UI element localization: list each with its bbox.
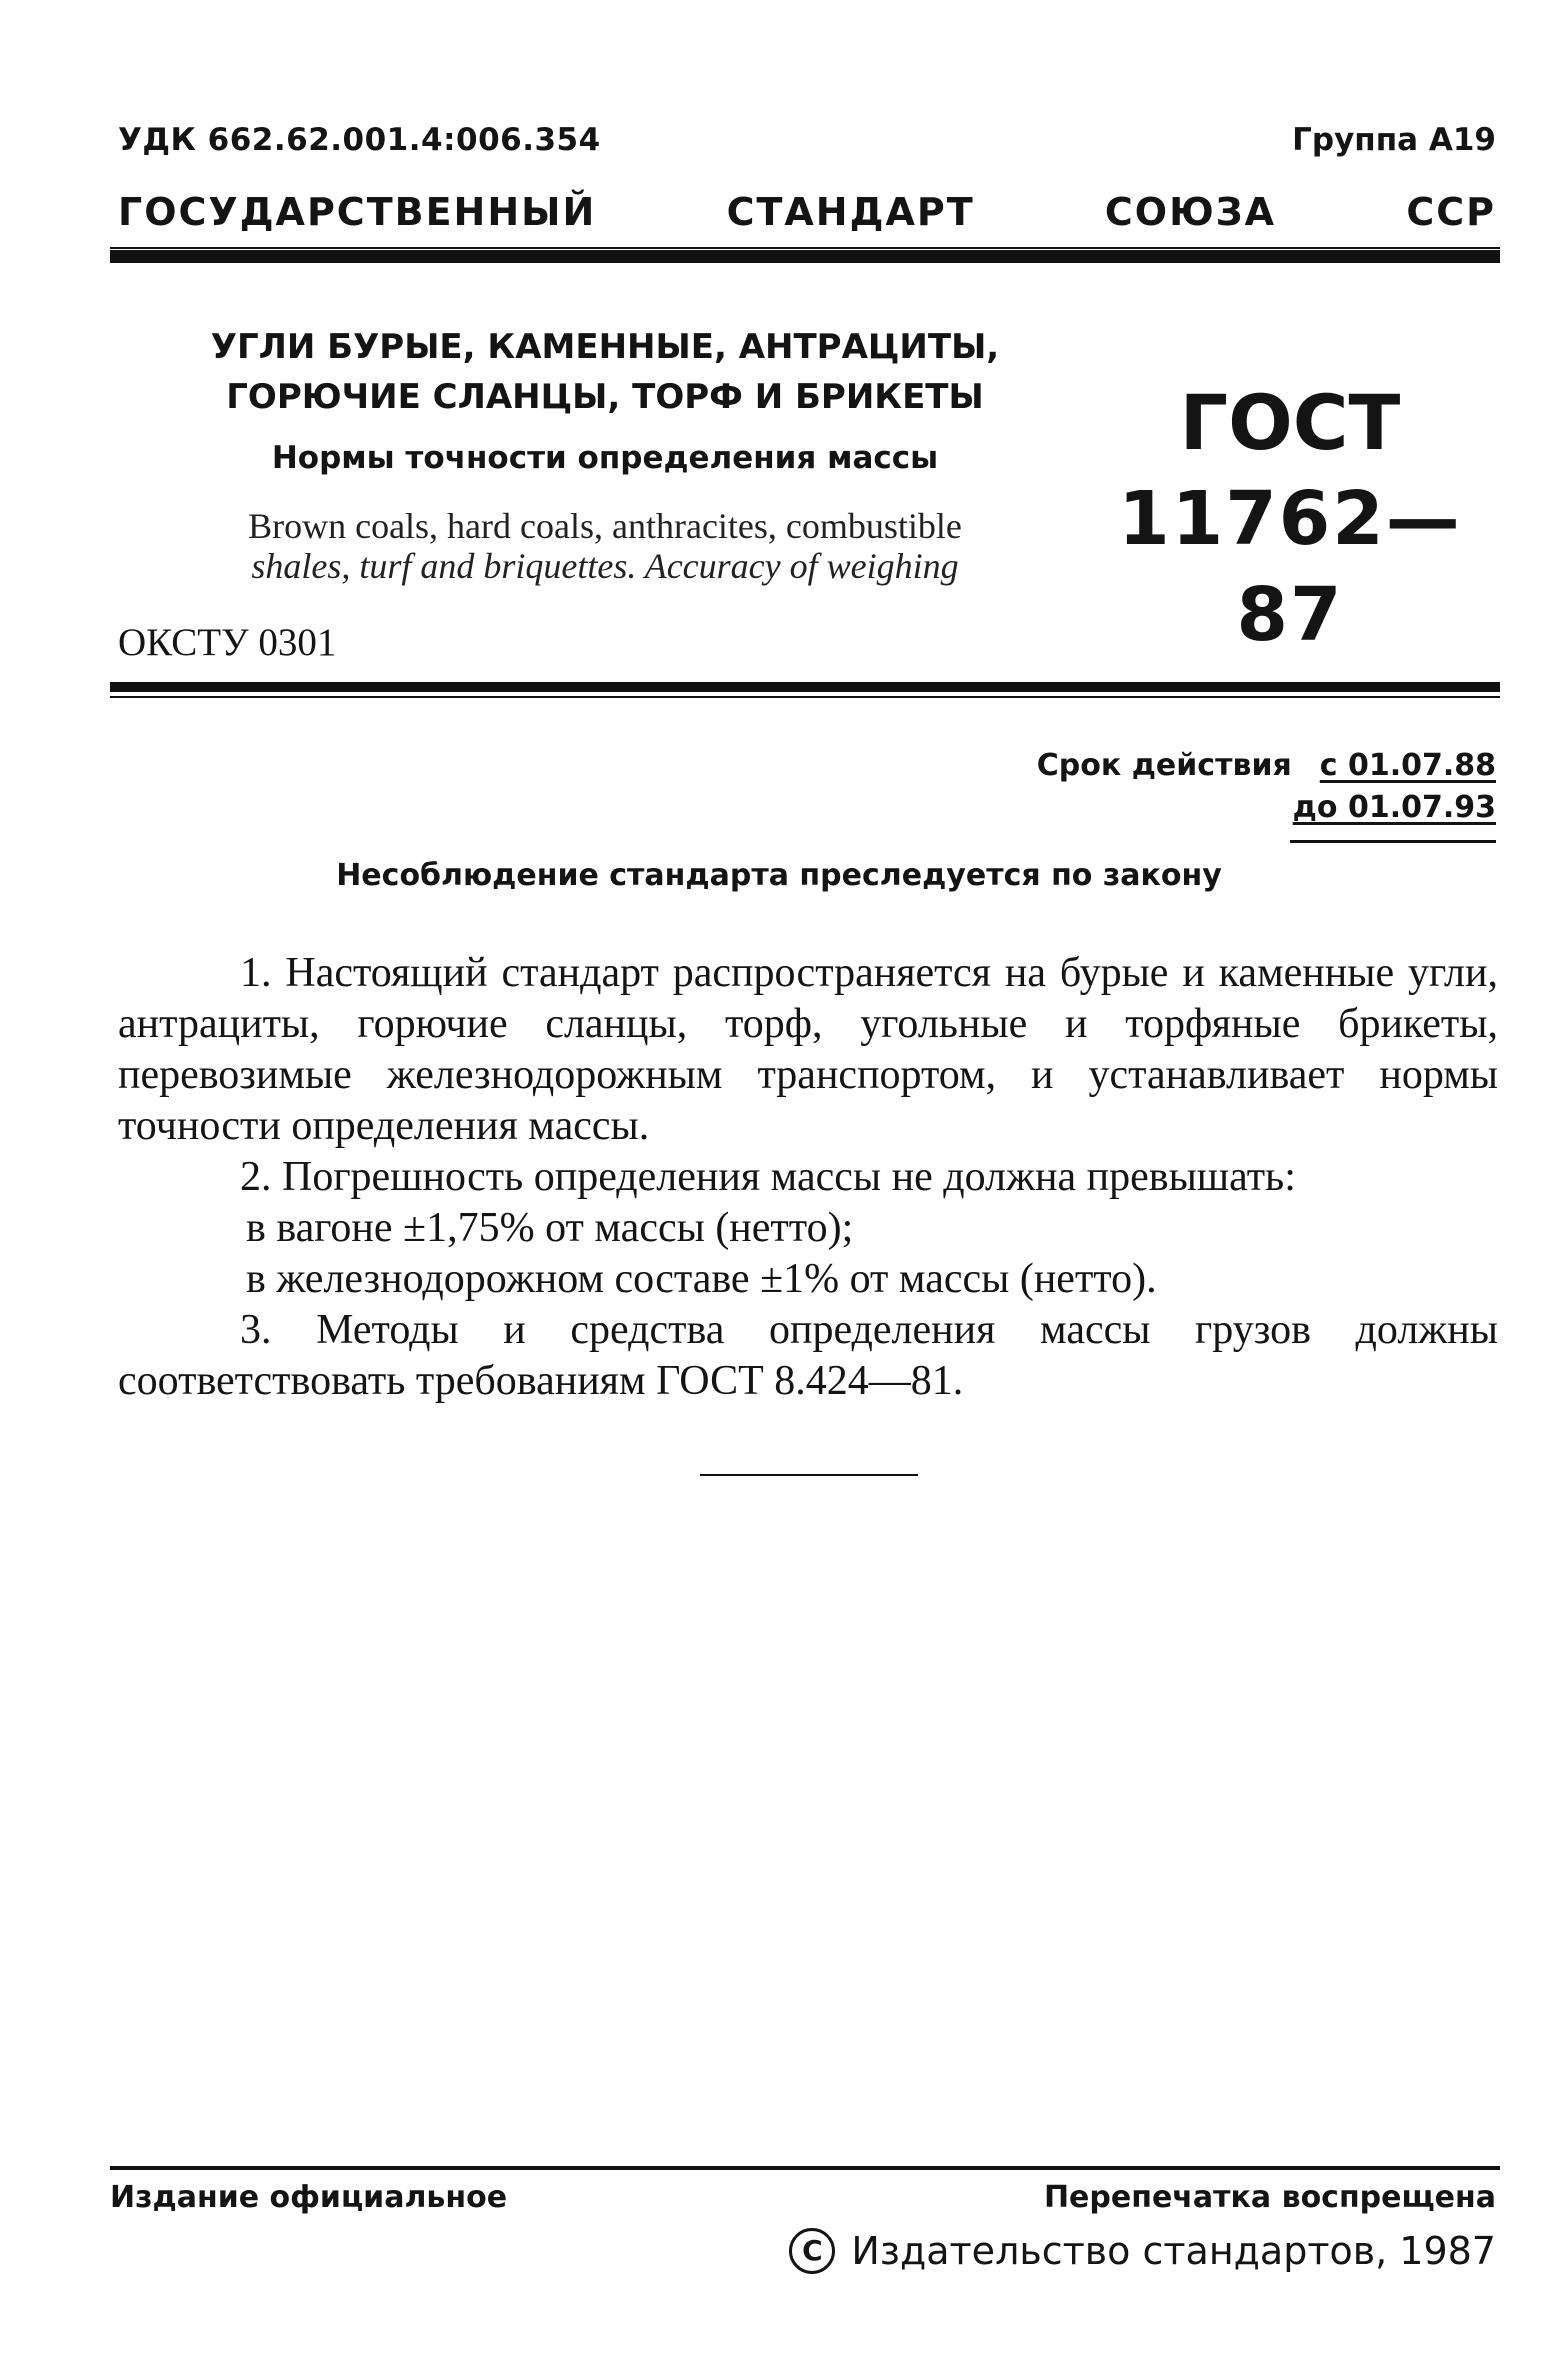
clause-2-train: в железнодорожном составе ±1% от массы (нетто). [246,1256,1157,1302]
gost-label: ГОСТ [1179,378,1401,467]
title-block [170,322,1040,586]
middle-thick-rule [110,682,1500,692]
clause-2-wagon: в вагоне ±1,75% от массы (нетто); [246,1205,854,1251]
english-title-line-1: Brown coals, hard coals, anthracites, combustible [248,506,962,546]
middle-thin-rule [110,696,1500,698]
copyright-icon: C [789,2228,835,2274]
validity-from-row [1037,748,1496,790]
state-standard-heading [118,190,1496,234]
gost-designation [1100,375,1480,663]
section-end-rule [700,1474,918,1476]
state-standard-word: СОЮЗА [1104,190,1277,234]
oksty-code: ОКСТУ 0301 [118,621,337,664]
publisher-line [789,2228,1496,2274]
title-line-2: ГОРЮЧИЕ СЛАНЦЫ, ТОРФ И БРИКЕТЫ [226,377,984,417]
publisher-name: Издательство стандартов, 1987 [851,2229,1496,2273]
validity-underline [1290,840,1496,843]
top-thin-rule [110,247,1500,249]
clause-2: 2. Погрешность определения массы не должна превышать: [240,1154,1296,1200]
state-standard-word: СТАНДАРТ [726,190,975,234]
udk-code: УДК 662.62.001.4:006.354 [118,122,601,158]
validity-to-row [1037,790,1496,832]
title-line-1: УГЛИ БУРЫЕ, КАМЕННЫЕ, АНТРАЦИТЫ, [210,327,1000,367]
group-code: Группа А19 [1292,122,1496,158]
footer-rule [110,2166,1500,2170]
standard-body [118,948,1498,1407]
clause-3: 3. Методы и средства определения массы грузов должны соответствовать требованиям ГОСТ 8.424—81. [118,1307,1498,1404]
validity-period [1037,748,1496,832]
title-subtitle: Нормы точности определения массы [271,440,939,476]
legal-notice: Несоблюдение стандарта преследуется по закону [336,858,1222,893]
state-standard-word: ССР [1406,190,1496,234]
clause-1: 1. Настоящий стандарт распространяется на бурые и каменные угли, антрациты, горючие сланцы, торф, угольные и торфяные брикеты, перевозимые железнодорожным транспортом, и устанавливает нормы точности определения массы. [118,950,1498,1149]
english-title-line-2: shales, turf and briquettes. Accuracy of weighing [251,546,959,586]
top-thick-rule [110,250,1500,263]
validity-from: с 01.07.88 [1319,748,1496,783]
english-title [170,506,1040,586]
gost-number: 11762—87 [1118,476,1462,658]
reprint-note: Перепечатка воспрещена [1043,2180,1496,2215]
state-standard-word: ГОСУДАРСТВЕННЫЙ [118,190,597,234]
validity-label: Срок действия [1036,748,1292,783]
validity-to: до 01.07.93 [1292,790,1496,825]
edition-note: Издание официальное [110,2180,508,2215]
